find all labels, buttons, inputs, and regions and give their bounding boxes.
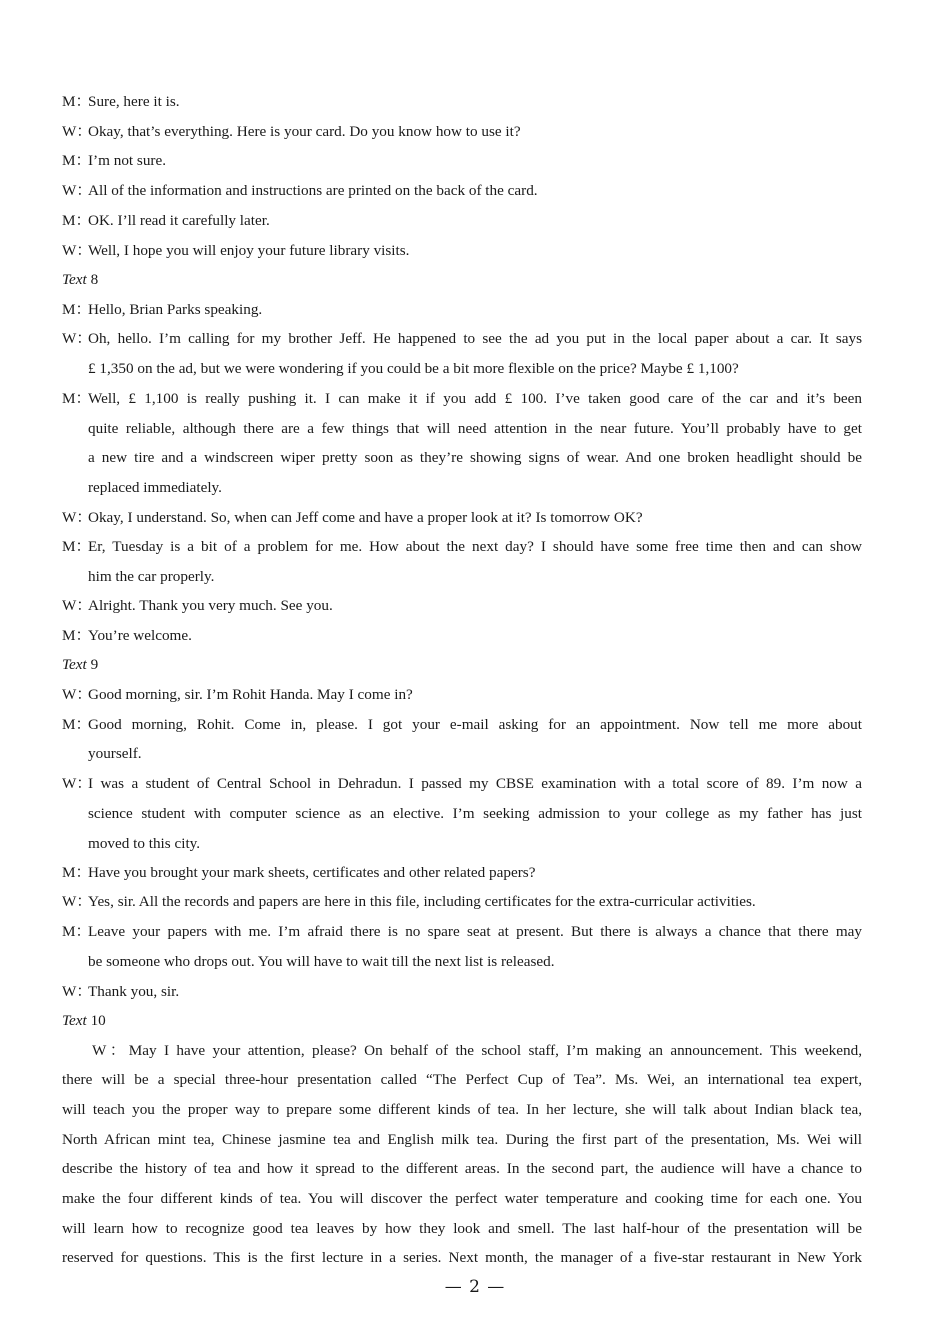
dialogue-continuation [88,744,142,764]
line-text: make the four different kinds of tea. You will discover the perfect water temperature and cooking time for each one. You [62,1190,862,1207]
line-text: Sure, here it is. [88,93,180,110]
speaker-label: M： [62,627,91,644]
line-text: him the car properly. [88,568,215,585]
dialogue-line [62,122,521,142]
dialogue-line [62,626,192,646]
speaker-label: W： [62,983,92,1000]
line-text: I was a student of Central School in Dehradun. I passed my CBSE examination with a total score of 89. I’m now a [88,775,862,792]
dialogue-continuation [88,448,862,468]
speaker-label: M： [62,864,91,881]
dialogue-line [62,389,862,409]
speaker-label: W： [62,123,92,140]
line-text: Well, £ 1,100 is really pushing it. I can make it if you add £ 100. I’ve taken good care of the car and it’s been [88,390,862,407]
dialogue-line [62,892,756,912]
dialogue-line [62,715,862,735]
dialogue-line [62,329,862,349]
paragraph-line [62,1159,862,1179]
heading-label: Text [62,1012,87,1029]
speaker-label: W： [62,242,92,259]
line-text: replaced immediately. [88,479,222,496]
line-text: Have you brought your mark sheets, certificates and other related papers? [88,864,536,881]
speaker-label: M： [62,152,91,169]
line-text: Hello, Brian Parks speaking. [88,301,263,318]
dialogue-line [62,863,535,883]
page-number: — 2 — [444,1277,506,1297]
dialogue-line [62,181,538,201]
line-text: will learn how to recognize good tea leaves by how they look and smell. The last half-hour of the presentation will be [62,1220,862,1237]
dialogue-line [62,241,409,261]
dialogue-continuation [88,478,222,498]
line-text: describe the history of tea and how it spread to the different areas. In the second part, the audience will have a chance to [62,1160,862,1177]
heading-label: Text [62,271,87,288]
dialogue-line [62,774,862,794]
line-text: All of the information and instructions are printed on the back of the card. [88,182,538,199]
dialogue-continuation [88,567,214,587]
line-text: Yes, sir. All the records and papers are here in this file, including certificates for the extra-curricular activities. [88,893,756,910]
speaker-label: W： [62,893,92,910]
dialogue-continuation [88,834,200,854]
line-text: Leave your papers with me. I’m afraid there is no spare seat at present. But there is always a chance that there may [88,923,862,940]
line-text: will teach you the proper way to prepare some different kinds of tea. In her lecture, she will talk about Indian black tea, [62,1101,862,1118]
line-text: quite reliable, although there are a few things that will need attention in the near future. You’ll probably have to get [88,420,862,437]
line-text: Okay, I understand. So, when can Jeff come and have a proper look at it? Is tomorrow OK? [88,509,643,526]
dialogue-line [62,151,166,171]
speaker-label: M： [62,716,91,733]
line-text: moved to this city. [88,835,201,852]
line-text: W：May I have your attention, please? On behalf of the school staff, I’m making an announcement. This weekend, [92,1042,862,1059]
paragraph-line [62,1189,862,1209]
section-heading [62,1011,106,1031]
line-text: Thank you, sir. [88,983,180,1000]
line-text: OK. I’ll read it carefully later. [88,212,270,229]
speaker-label: M： [62,93,91,110]
speaker-label: M： [62,301,91,318]
line-text: science student with computer science as an elective. I’m seeking admission to your college as my father has just [88,805,862,822]
line-text: Good morning, sir. I’m Rohit Handa. May I come in? [88,686,413,703]
section-heading [62,270,98,290]
line-text: Well, I hope you will enjoy your future library visits. [88,242,410,259]
dialogue-line [62,685,413,705]
dialogue-continuation [88,804,862,824]
speaker-label: M： [62,923,91,940]
dialogue-line [62,92,180,112]
speaker-label: M： [62,538,91,555]
line-text: there will be a special three-hour presentation called “The Perfect Cup of Tea”. Ms. Wei, an international tea expert, [62,1071,862,1088]
speaker-label: W： [62,330,92,347]
section-heading [62,655,98,675]
speaker-label: W： [62,182,92,199]
paragraph-line [62,1070,862,1090]
speaker-label: M： [62,212,91,229]
heading-label: Text [62,656,87,673]
dialogue-continuation [88,952,555,972]
speaker-label: W： [62,686,92,703]
dialogue-continuation [88,419,862,439]
line-text: reserved for questions. This is the first lecture in a series. Next month, the manager of a five-star restaurant in New York [62,1249,862,1266]
line-text: I’m not sure. [88,152,167,169]
dialogue-line [62,211,270,231]
speaker-label: M： [62,390,91,407]
paragraph-line [62,1248,862,1268]
speaker-label: W： [62,509,92,526]
dialogue-line [62,537,862,557]
line-text: You’re welcome. [88,627,192,644]
paragraph-line [62,1219,862,1239]
dialogue-line [62,982,179,1002]
line-text: a new tire and a windscreen wiper pretty soon as they’re showing signs of wear. And one broken headlight should be [88,449,862,466]
dialogue-line [62,596,333,616]
heading-number: 10 [90,1012,106,1029]
paragraph-line [62,1130,862,1150]
paragraph-line [62,1100,862,1120]
line-text: be someone who drops out. You will have to wait till the next list is released. [88,953,555,970]
dialogue-line [62,508,643,528]
line-text: Oh, hello. I’m calling for my brother Jeff. He happened to see the ad you put in the local paper about a car. It says [88,330,862,347]
heading-number: 8 [90,271,99,288]
dialogue-line [62,922,862,942]
line-text: Alright. Thank you very much. See you. [88,597,333,614]
speaker-label: W： [62,597,92,614]
paragraph-line [92,1041,862,1061]
line-text: Good morning, Rohit. Come in, please. I got your e-mail asking for an appointment. Now tell me more about [88,716,862,733]
line-text: North African mint tea, Chinese jasmine tea and English milk tea. During the first part of the presentation, Ms. Wei will [62,1131,862,1148]
line-text: Okay, that’s everything. Here is your card. Do you know how to use it? [88,123,521,140]
line-text: Er, Tuesday is a bit of a problem for me. How about the next day? I should have some free time then and can show [88,538,862,555]
dialogue-continuation [88,359,739,379]
line-text: £ 1,350 on the ad, but we were wondering if you could be a bit more flexible on the price? Maybe £ 1,100? [88,360,739,377]
dialogue-line [62,300,262,320]
heading-number: 9 [90,656,99,673]
line-text: yourself. [88,745,142,762]
speaker-label: W： [62,775,92,792]
